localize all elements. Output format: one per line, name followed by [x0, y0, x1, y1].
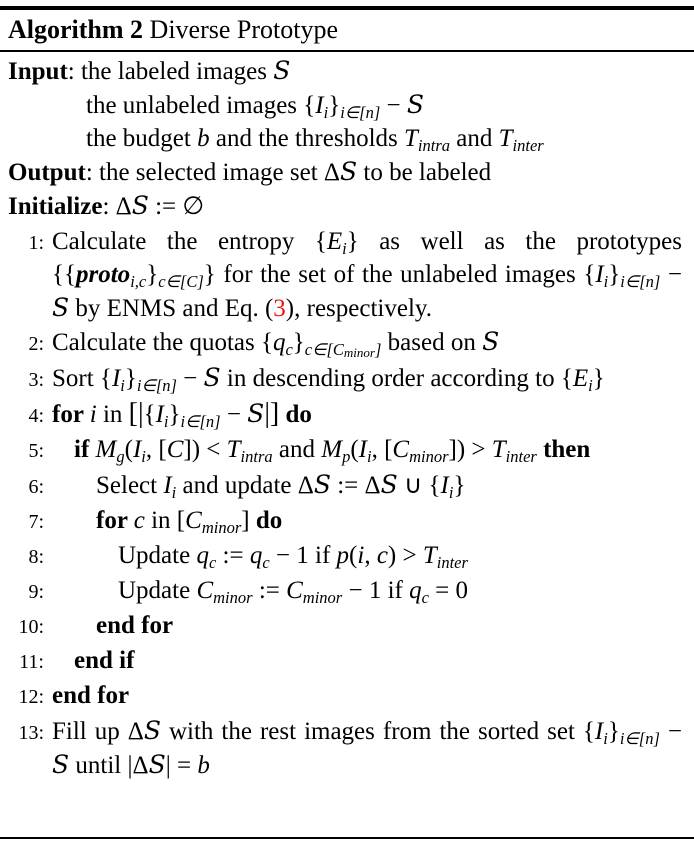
- text-run: I: [163, 472, 172, 499]
- text-run: Output: [8, 159, 86, 186]
- text-run: i∈[n]: [620, 271, 661, 291]
- script-s-symbol: S: [203, 363, 221, 392]
- line-number: 2:: [28, 333, 44, 355]
- text-run: Select: [96, 472, 164, 499]
- text-run: } as well as the prototypes {{: [52, 228, 682, 288]
- line-number: 8:: [28, 546, 44, 568]
- text-run: the unlabeled images {: [86, 92, 316, 119]
- statement: [44, 574, 682, 607]
- statement: [44, 539, 682, 572]
- code-line: [0, 468, 682, 504]
- text-run: for: [52, 401, 90, 428]
- code-line: [0, 325, 682, 361]
- text-run: i: [89, 401, 97, 428]
- text-run: i∈[n]: [619, 728, 660, 748]
- text-run: }: [168, 401, 181, 428]
- text-run: Calculate the quotas {: [52, 329, 273, 356]
- text-run: = 0: [428, 577, 469, 604]
- script-s-symbol: S: [406, 90, 425, 119]
- text-run: c: [285, 339, 293, 359]
- text-run: | =: [165, 752, 198, 779]
- text-run: [|: [128, 398, 144, 429]
- text-run: based on: [381, 329, 483, 356]
- text-run: c∈[C: [304, 339, 344, 359]
- code-line: [0, 225, 682, 325]
- text-run: I: [315, 92, 324, 119]
- text-run: q: [249, 542, 263, 569]
- text-run: C: [392, 436, 410, 463]
- text-run: I: [111, 365, 121, 392]
- text-run: }: [607, 718, 620, 745]
- text-run: to be labeled: [357, 159, 492, 186]
- code-line: [0, 397, 682, 433]
- text-run: i: [171, 482, 177, 502]
- text-run: T: [491, 436, 506, 463]
- text-run: Update: [118, 542, 197, 569]
- text-run: Fill up Δ: [52, 718, 144, 745]
- text-run: inter: [505, 446, 537, 466]
- text-run: }: [453, 472, 466, 499]
- code-line: [0, 539, 682, 574]
- text-run: i: [141, 446, 146, 466]
- text-run: proto: [76, 261, 131, 288]
- text-run: i∈[n]: [340, 102, 381, 122]
- line-number: 12:: [18, 686, 44, 708]
- text-run: and update Δ: [176, 472, 314, 499]
- text-run: minor: [409, 446, 449, 466]
- text-run: q: [272, 329, 286, 356]
- script-s-symbol: S: [340, 157, 358, 186]
- line-number: 9:: [28, 581, 44, 603]
- text-run: I: [132, 436, 142, 463]
- line-number: 4:: [28, 405, 44, 427]
- text-run: q: [409, 577, 422, 604]
- text-run: c: [376, 542, 388, 569]
- algorithm-title: [0, 10, 694, 50]
- text-run: C: [185, 507, 202, 534]
- text-run: E: [326, 228, 343, 255]
- text-run: the budget: [86, 125, 198, 152]
- text-run: }: [292, 329, 305, 356]
- code-line: [0, 504, 682, 539]
- text-run: := Δ: [330, 472, 381, 499]
- text-run: c∈[C]: [158, 271, 204, 291]
- text-run: }: [124, 365, 137, 392]
- text-run: I: [358, 436, 367, 463]
- code-line: [0, 609, 682, 644]
- text-run: and: [450, 125, 499, 152]
- text-run: Calculate the entropy {: [52, 228, 327, 255]
- text-run: minor: [302, 587, 343, 607]
- text-run: Initialize: [8, 193, 103, 220]
- statement: [44, 325, 682, 359]
- algorithm-label: Algorithm 2: [8, 15, 144, 44]
- text-run: ), respectively.: [285, 295, 433, 322]
- text-run: i: [588, 375, 593, 395]
- text-run: intra: [417, 135, 451, 155]
- text-run: c: [262, 552, 270, 572]
- line-number: 3:: [28, 369, 44, 391]
- script-s-symbol: S: [148, 750, 166, 779]
- text-run: : Δ: [102, 193, 132, 220]
- script-s-symbol: S: [380, 470, 398, 499]
- text-run: b: [197, 125, 210, 152]
- text-run: with the rest images from the sorted set {: [160, 718, 595, 745]
- text-run: ]: [374, 339, 382, 359]
- text-run: T: [226, 436, 241, 463]
- script-s-symbol: S: [247, 399, 265, 428]
- text-run: b: [197, 752, 210, 779]
- text-run: T: [498, 125, 513, 152]
- text-run: ,: [364, 542, 377, 569]
- text-run: M: [95, 436, 117, 463]
- text-run: for: [96, 507, 134, 534]
- algorithm-name: Diverse Prototype: [143, 15, 339, 44]
- text-run: −: [660, 261, 682, 288]
- text-run: i: [603, 271, 609, 291]
- statement: [44, 433, 682, 466]
- statement: [44, 225, 682, 325]
- text-run: i: [448, 482, 454, 502]
- text-run: C: [286, 577, 303, 604]
- text-run: C: [166, 436, 184, 463]
- text-run: i,c: [130, 271, 147, 291]
- statement: [44, 504, 682, 537]
- text-run: i: [120, 375, 125, 395]
- text-run: −: [176, 365, 204, 392]
- text-run: i: [603, 728, 608, 748]
- text-run: : the selected image set Δ: [85, 159, 340, 186]
- text-run: C: [196, 577, 214, 604]
- text-run: Input: [8, 58, 68, 85]
- text-run: Sort {: [52, 365, 112, 392]
- statement: [44, 361, 682, 395]
- text-run: in: [96, 401, 129, 428]
- text-run: ]) <: [183, 436, 227, 463]
- text-run: := ∅: [148, 193, 205, 220]
- text-run: intra: [240, 446, 273, 466]
- script-s-symbol: S: [313, 470, 331, 499]
- text-run: i: [357, 542, 365, 569]
- text-run: and the thresholds: [209, 125, 405, 152]
- text-run: }: [328, 92, 341, 119]
- code-line: [0, 679, 682, 714]
- text-run: i: [163, 411, 169, 431]
- statement: [44, 679, 682, 712]
- header-row: [8, 122, 682, 155]
- text-run: I: [594, 718, 604, 745]
- statement: [44, 609, 682, 642]
- text-run: :=: [216, 542, 250, 569]
- script-s-symbol: S: [52, 293, 70, 322]
- text-run: }: [146, 261, 159, 288]
- text-run: −: [659, 718, 682, 745]
- script-s-symbol: S: [143, 716, 161, 745]
- text-run: − 1 if: [269, 542, 337, 569]
- input-output-block: [0, 52, 694, 223]
- text-run: minor: [213, 587, 253, 607]
- text-run: }: [608, 261, 621, 288]
- equation-ref-link[interactable]: 3: [273, 295, 286, 322]
- line-number: 10:: [18, 616, 44, 638]
- text-run: then: [536, 436, 591, 463]
- header-row: [8, 54, 682, 88]
- header-row: [8, 155, 682, 189]
- text-run: −: [380, 92, 407, 119]
- text-run: Update: [118, 577, 197, 604]
- script-s-symbol: S: [273, 56, 291, 85]
- code-line: [0, 361, 682, 397]
- text-run: i: [366, 446, 372, 466]
- text-run: ]) >: [448, 436, 492, 463]
- text-run: q: [196, 542, 209, 569]
- line-number: 13:: [18, 722, 44, 744]
- text-run: −: [220, 401, 248, 428]
- line-number: 6:: [28, 476, 44, 498]
- text-run: end for: [52, 682, 130, 709]
- text-run: i∈[n]: [136, 375, 177, 395]
- text-run: }: [592, 365, 605, 392]
- text-run: minor: [343, 345, 375, 361]
- text-run: E: [572, 365, 589, 392]
- text-run: c: [133, 507, 145, 534]
- text-run: (: [124, 436, 133, 463]
- text-run: I: [595, 261, 604, 288]
- text-run: p: [342, 446, 351, 466]
- text-run: |]: [264, 398, 280, 429]
- text-run: , [: [145, 436, 167, 463]
- text-run: end if: [74, 647, 135, 674]
- statement: [44, 397, 682, 431]
- text-run: i∈[n]: [180, 411, 221, 431]
- script-s-symbol: S: [482, 327, 500, 356]
- line-number: 7:: [28, 511, 44, 533]
- line-number: 5:: [28, 440, 44, 462]
- code-line: [0, 574, 682, 609]
- code-line: [0, 433, 682, 468]
- line-number: 11:: [19, 651, 44, 673]
- code-line: [0, 714, 682, 782]
- text-run: c: [421, 587, 429, 607]
- text-run: :=: [252, 577, 287, 604]
- text-run: ]: [241, 507, 250, 534]
- statement: [44, 644, 682, 677]
- header-row: [8, 189, 682, 223]
- text-run: − 1 if: [342, 577, 410, 604]
- text-run: c: [208, 552, 217, 572]
- text-run: end for: [96, 612, 174, 639]
- text-run: ) >: [387, 542, 423, 569]
- text-run: g: [116, 446, 125, 466]
- text-run: T: [404, 125, 418, 152]
- text-run: until |Δ: [69, 752, 149, 779]
- pseudocode-lines: [0, 223, 694, 782]
- text-run: M: [321, 436, 343, 463]
- code-line: [0, 644, 682, 679]
- text-run: {: [143, 401, 156, 428]
- script-s-symbol: S: [131, 191, 149, 220]
- text-run: T: [422, 542, 437, 569]
- bottom-rule: [0, 837, 694, 839]
- statement: [44, 468, 682, 502]
- text-run: ∪ {: [397, 472, 441, 499]
- text-run: (: [350, 436, 359, 463]
- text-run: do: [279, 401, 312, 428]
- script-s-symbol: S: [52, 750, 70, 779]
- text-run: i: [323, 102, 329, 122]
- statement: [44, 714, 682, 782]
- text-run: in descending order according to {: [220, 365, 573, 392]
- text-run: (: [349, 542, 358, 569]
- header-row: [8, 88, 682, 122]
- text-run: p: [336, 542, 350, 569]
- text-run: by ENMS and Eq. (: [69, 295, 274, 322]
- text-run: in [: [144, 507, 186, 534]
- text-run: minor: [201, 517, 242, 537]
- text-run: I: [155, 401, 164, 428]
- text-run: and: [272, 436, 322, 463]
- text-run: if: [74, 436, 96, 463]
- text-run: inter: [512, 135, 544, 155]
- text-run: i: [342, 238, 347, 258]
- text-run: do: [249, 507, 283, 534]
- text-run: : the labeled images: [67, 58, 274, 85]
- text-run: I: [440, 472, 449, 499]
- text-run: inter: [436, 552, 468, 572]
- line-number: 1:: [28, 232, 44, 254]
- text-run: , [: [371, 436, 393, 463]
- text-run: } for the set of the unlabeled images {: [203, 261, 596, 288]
